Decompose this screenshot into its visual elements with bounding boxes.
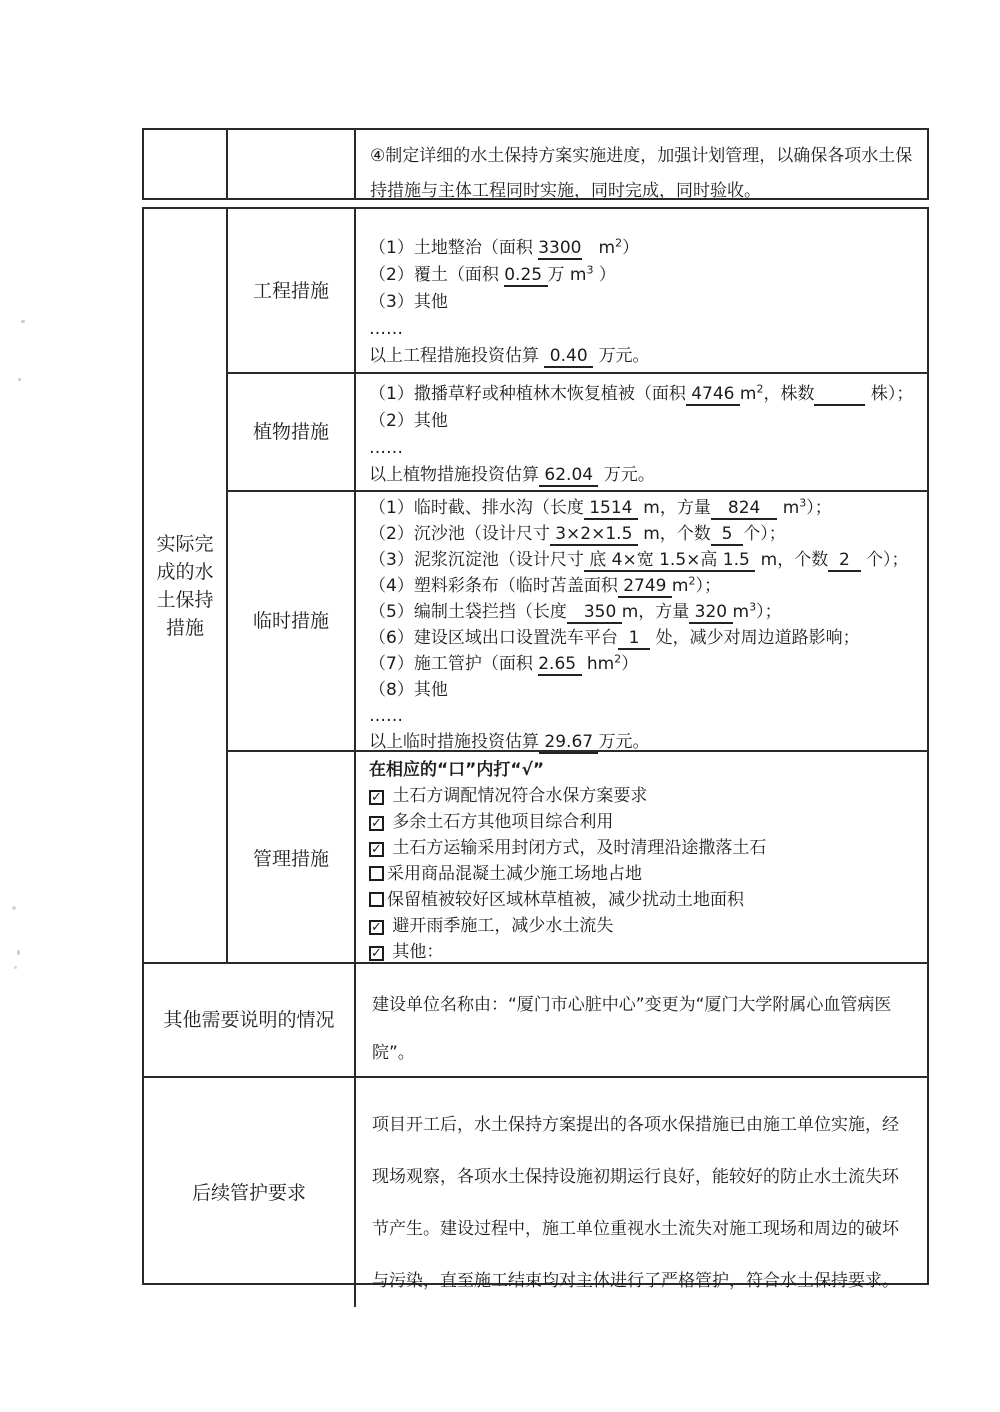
scan-artifact	[21, 320, 25, 323]
text-segment: m	[732, 602, 750, 622]
text-line	[369, 677, 919, 703]
text-line	[369, 435, 919, 462]
text-segment: ）	[621, 654, 639, 674]
followup-care-row	[144, 1078, 927, 1307]
text-segment: （6）建设区域出口设置洗车平台	[369, 628, 618, 648]
text-line	[369, 783, 919, 809]
text-segment: ……	[369, 438, 403, 458]
checkbox-checked-icon[interactable]: ✓	[369, 842, 384, 857]
text-segment: 万元。	[593, 346, 650, 366]
text-segment: 多余土石方其他项目综合利用	[387, 812, 614, 832]
text-segment: （5）编制土袋拦挡（长度	[369, 602, 567, 622]
text-segment: （3）泥浆沉淀池（设计尺寸	[369, 550, 584, 570]
text-segment: 万 m	[547, 265, 587, 285]
text-line	[369, 495, 919, 521]
text-line	[369, 913, 919, 939]
text-segment: （8）其他	[369, 680, 448, 700]
text-segment: （2）覆土（面积	[369, 265, 505, 285]
filled-in-value: 底 4×宽 1.5×高 1.5	[583, 550, 756, 570]
text-line	[369, 316, 919, 343]
continuation-table	[142, 128, 929, 200]
text-line	[369, 887, 919, 913]
engineering-measures-subrow	[228, 209, 927, 374]
text-segment: 避开雨季施工，减少水土流失	[387, 916, 614, 936]
temporary-measures-content	[356, 492, 927, 750]
scan-artifact	[18, 378, 21, 381]
text-segment: 土石方运输采用封闭方式，及时清理沿途撒落土石	[387, 838, 767, 858]
filled-in-value	[814, 384, 865, 406]
text-segment: 以上工程措施投资估算	[369, 346, 545, 366]
text-segment: ）	[593, 265, 616, 285]
text-segment: m	[777, 498, 800, 518]
filled-in-value: 1	[617, 628, 651, 648]
text-line	[369, 599, 919, 625]
text-segment: m	[739, 384, 757, 404]
filled-in-value: 2749	[617, 576, 672, 596]
filled-in-value: 2.65	[538, 654, 582, 674]
text-segment: 个）；	[860, 550, 909, 570]
text-segment: （2）其他	[369, 411, 448, 431]
text-line	[369, 547, 919, 573]
text-line	[369, 625, 919, 651]
text-line	[369, 703, 919, 729]
filled-in-value: 824	[710, 498, 778, 518]
text-segment: 在相应的“口”内打“√”	[369, 760, 545, 780]
filled-in-value: 350	[566, 602, 622, 622]
text-segment: （1）撒播草籽或种植林木恢复植被（面积	[369, 384, 686, 404]
text-segment: 3	[799, 496, 807, 510]
text-segment: m，方量	[637, 498, 711, 518]
text-line	[369, 861, 919, 887]
text-segment: hm	[581, 654, 615, 674]
checkbox-empty-icon[interactable]	[369, 892, 384, 907]
text-line	[369, 343, 919, 370]
checkbox-empty-icon[interactable]	[369, 866, 384, 881]
text-segment: m	[671, 576, 689, 596]
temporary-measures-label: 临时措施	[228, 492, 356, 750]
management-measures-subrow	[228, 752, 927, 965]
text-line	[369, 809, 919, 835]
scan-artifact	[12, 906, 16, 910]
text-segment: ）；	[695, 576, 721, 596]
text-segment: 3	[749, 600, 757, 614]
vegetation-measures-subrow	[228, 374, 927, 492]
filled-in-value: 1514	[583, 498, 638, 518]
text-line	[369, 408, 919, 435]
filled-in-value: 3×2×1.5	[549, 524, 638, 544]
text-line	[369, 757, 919, 783]
text-segment: （7）施工管护（面积	[369, 654, 539, 674]
text-segment: ……	[369, 706, 403, 726]
followup-care-label: 后续管护要求	[144, 1078, 356, 1307]
text-segment: 土石方调配情况符合水保方案要求	[387, 786, 648, 806]
text-line	[369, 381, 919, 408]
other-notes-text: 建设单位名称由：“厦门市心脏中心”变更为“厦门大学附属心血管病医院”。	[372, 995, 892, 1063]
text-segment: 3	[586, 263, 594, 277]
other-notes-label: 其他需要说明的情况	[144, 964, 356, 1076]
text-line	[369, 262, 919, 289]
vegetation-measures-content	[356, 374, 927, 490]
text-segment: （2）沉沙池（设计尺寸	[369, 524, 550, 544]
scan-artifact	[17, 950, 20, 955]
text-line	[369, 939, 919, 965]
empty-cell	[228, 130, 356, 198]
text-segment: （1）临时截、排水沟（长度	[369, 498, 584, 518]
scan-artifact	[14, 966, 17, 969]
text-segment: 万元。	[598, 465, 655, 485]
filled-in-value: 4746	[685, 384, 740, 404]
text-segment: 保留植被较好区域林草植被，减少扰动土地面积	[387, 890, 744, 910]
text-line	[369, 289, 919, 316]
text-line	[369, 521, 919, 547]
engineering-measures-label: 工程措施	[228, 209, 356, 372]
management-measures-label: 管理措施	[228, 752, 356, 965]
empty-cell	[144, 130, 228, 198]
text-segment: （4）塑料彩条布（临时苫盖面积	[369, 576, 618, 596]
text-segment: 采用商品混凝土减少施工场地占地	[387, 864, 642, 884]
checkbox-checked-icon[interactable]: ✓	[369, 790, 384, 805]
main-table	[142, 207, 929, 1291]
other-notes-row	[144, 964, 927, 1078]
completed-measures-row	[144, 209, 927, 964]
text-segment: ）；	[756, 602, 782, 622]
filled-in-value: 62.04	[539, 465, 599, 485]
text-line	[369, 235, 919, 262]
text-segment: 2	[756, 382, 764, 396]
text-line	[369, 573, 919, 599]
temporary-measures-subrow	[228, 492, 927, 752]
text-segment: m，个数	[755, 550, 829, 570]
completed-measures-label: 实际完成的水土保持措施	[144, 209, 228, 962]
text-segment: 个）；	[743, 524, 786, 544]
filled-in-value: 0.40	[544, 346, 594, 366]
text-segment: 处，减少对周边道路影响；	[650, 628, 860, 648]
checkbox-checked-icon[interactable]: ✓	[369, 946, 384, 961]
filled-in-value: 5	[710, 524, 744, 544]
text-segment: m，个数	[637, 524, 711, 544]
text-line	[369, 462, 919, 489]
text-segment: 株）；	[865, 384, 914, 404]
vegetation-measures-label: 植物措施	[228, 374, 356, 490]
followup-care-text: 项目开工后，水土保持方案提出的各项水保措施已由施工单位实施，经现场观察，各项水土保持设施初期运行良好，能较好的防止水土流失环节产生。建设过程中，施工单位重视水土流失对施工现场和周边的破坏与污染，直至施工结束均对主体进行了严格管护，符合水土保持要求。	[372, 1115, 899, 1291]
text-segment: ）	[622, 238, 640, 258]
management-measures-content	[356, 752, 927, 965]
filled-in-value: 0.25	[504, 265, 548, 285]
text-segment: 以上临时措施投资估算	[369, 732, 539, 752]
text-segment: ）；	[806, 498, 832, 518]
text-segment: 其他：	[387, 942, 444, 962]
text-segment: ，株数	[763, 384, 815, 404]
text-segment: 万元。	[598, 732, 650, 752]
engineering-measures-content	[356, 209, 927, 372]
text-line	[369, 835, 919, 861]
text-segment: ……	[369, 319, 403, 339]
continuation-text: ④制定详细的水土保持方案实施进度，加强计划管理，以确保各项水土保持措施与主体工程同时实施，同时完成，同时验收。	[370, 146, 913, 201]
filled-in-value: 2	[828, 550, 861, 570]
checkbox-checked-icon[interactable]: ✓	[369, 920, 384, 935]
filled-in-value: 29.67	[539, 732, 599, 752]
text-segment: 2	[615, 236, 623, 250]
text-segment: （1）土地整治（面积	[369, 238, 539, 258]
text-segment: 以上植物措施投资估算	[369, 465, 539, 485]
checkbox-checked-icon[interactable]: ✓	[369, 816, 384, 831]
text-segment: m，方量	[621, 602, 690, 622]
text-segment: 2	[688, 574, 696, 588]
text-segment: 2	[614, 652, 622, 666]
filled-in-value: 3300	[538, 238, 582, 258]
text-segment: m	[581, 238, 616, 258]
filled-in-value: 320	[689, 602, 733, 622]
text-segment: （3）其他	[369, 292, 448, 312]
text-line	[369, 651, 919, 677]
